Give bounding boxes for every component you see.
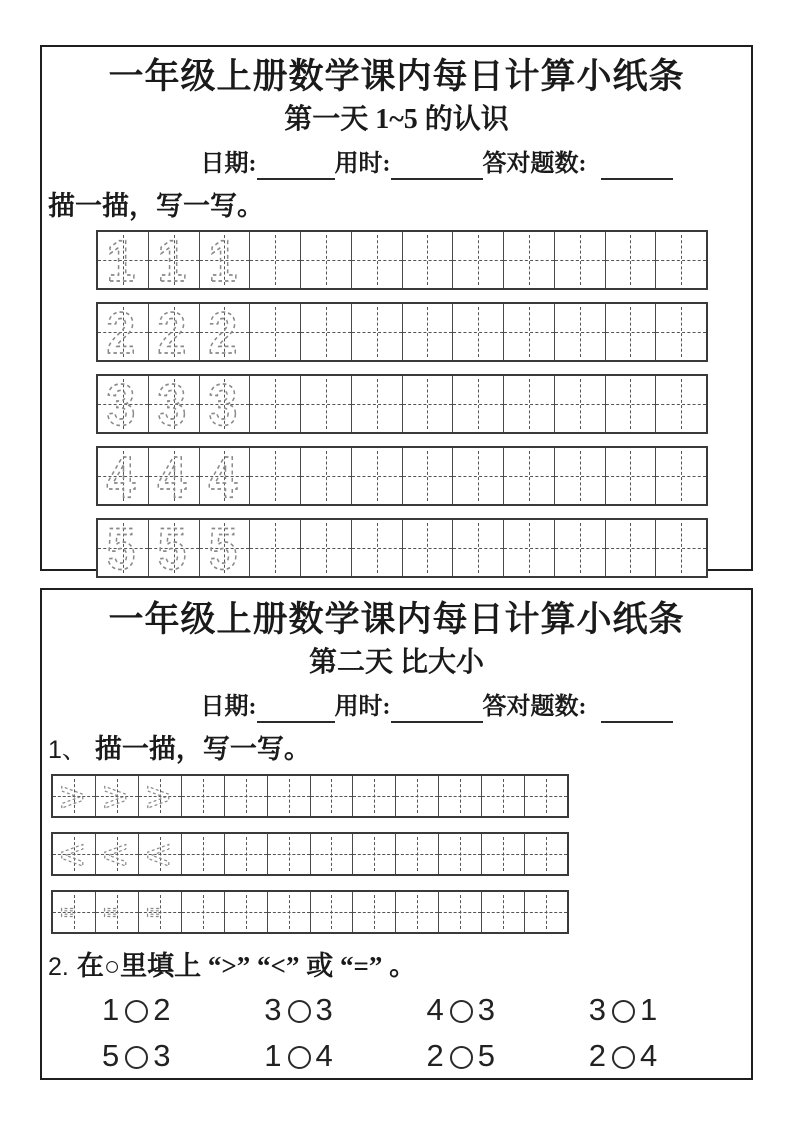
trace-cell-guide <box>199 232 250 288</box>
section-day2 <box>40 588 753 1080</box>
left-number: 1 <box>264 1038 283 1073</box>
trace-cell-empty <box>300 232 351 288</box>
trace-cell-empty <box>503 448 554 504</box>
compare-problem <box>102 992 264 1028</box>
trace-cell-empty <box>402 448 453 504</box>
trace-cell-empty <box>181 892 224 932</box>
trace-cell-empty <box>402 376 453 432</box>
svg-text:=: = <box>103 900 117 926</box>
dashed-trace-glyph <box>200 304 250 360</box>
trace-cell-guide <box>138 834 181 874</box>
trace-cell-guide <box>98 448 148 504</box>
trace-cell-guide <box>199 448 250 504</box>
question2-text: 在○里填上 “>” “<” 或 “=” 。 <box>76 951 417 981</box>
answer-circle-blank <box>450 1000 473 1023</box>
trace-cell-empty <box>655 376 706 432</box>
svg-text:1: 1 <box>106 232 136 288</box>
left-number: 3 <box>264 992 283 1027</box>
trace-cell-empty <box>351 232 402 288</box>
svg-text:2: 2 <box>106 304 136 360</box>
answer-circle-blank <box>288 1000 311 1023</box>
svg-text:5: 5 <box>207 520 237 576</box>
svg-text:1: 1 <box>207 232 237 288</box>
trace-cell-guide <box>98 520 148 576</box>
trace-cell-empty <box>249 376 300 432</box>
trace-cell-empty <box>300 304 351 360</box>
dashed-trace-glyph <box>200 448 250 504</box>
trace-cell-empty <box>352 834 395 874</box>
compare-problem <box>427 1038 589 1074</box>
date-label: 日期: <box>200 151 257 177</box>
svg-text:3: 3 <box>207 376 237 432</box>
trace-grid-greater-than <box>51 774 569 818</box>
trace-cell-empty <box>267 892 310 932</box>
dashed-trace-glyph <box>96 834 138 874</box>
trace-cell-empty <box>351 448 402 504</box>
trace-grids-day2 <box>42 774 751 934</box>
day2-subtitle: 第二天 比大小 <box>308 647 484 678</box>
trace-grid-number-1 <box>96 230 708 290</box>
trace-cell-empty <box>655 520 706 576</box>
dashed-trace-glyph <box>149 232 199 288</box>
trace-cell-empty <box>351 520 402 576</box>
question1-line <box>42 732 751 767</box>
trace-cell-empty <box>481 776 524 816</box>
trace-cell-empty <box>481 834 524 874</box>
score-label: 答对题数: <box>482 694 587 720</box>
trace-grid-less-than <box>51 832 569 876</box>
header-fields <box>42 691 751 723</box>
right-number: 4 <box>640 1038 659 1073</box>
svg-text:4: 4 <box>207 448 237 504</box>
trace-cell-empty <box>503 304 554 360</box>
trace-cell-guide <box>95 892 138 932</box>
day1-subtitle: 第一天 1~5 的认识 <box>284 104 509 135</box>
trace-cell-empty <box>655 304 706 360</box>
dashed-trace-glyph <box>139 776 181 816</box>
trace-cell-empty <box>655 448 706 504</box>
question1-text: 描一描，写一写。 <box>94 734 311 764</box>
trace-cell-empty <box>249 520 300 576</box>
trace-cell-empty <box>554 520 605 576</box>
trace-cell-empty <box>300 520 351 576</box>
dashed-trace-glyph <box>98 448 148 504</box>
trace-cell-empty <box>605 520 656 576</box>
question1-number: 1、 <box>48 736 87 764</box>
trace-cell-empty <box>249 304 300 360</box>
svg-text:>: > <box>102 776 128 816</box>
dashed-trace-glyph <box>96 776 138 816</box>
svg-text:<: < <box>145 834 171 874</box>
dashed-trace-glyph <box>139 834 181 874</box>
trace-grid-equals <box>51 890 569 934</box>
trace-cell-empty <box>452 520 503 576</box>
trace-cell-empty <box>438 776 481 816</box>
compare-problem <box>589 992 751 1028</box>
dashed-trace-glyph <box>98 304 148 360</box>
trace-cell-empty <box>249 448 300 504</box>
left-number: 2 <box>426 1038 445 1073</box>
answer-circle-blank <box>288 1046 311 1069</box>
right-number: 3 <box>315 992 334 1027</box>
trace-grid-number-2 <box>96 302 708 362</box>
trace-cell-empty <box>300 376 351 432</box>
question2-line <box>42 948 751 985</box>
compare-problems-row-2 <box>42 1035 751 1077</box>
trace-cell-guide <box>53 834 95 874</box>
svg-text:<: < <box>102 834 128 874</box>
trace-grid-number-5 <box>96 518 708 578</box>
answer-circle-blank <box>125 1000 148 1023</box>
trace-cell-guide <box>199 376 250 432</box>
dashed-trace-glyph <box>200 232 250 288</box>
trace-cell-guide <box>148 232 199 288</box>
trace-cell-empty <box>310 892 353 932</box>
dashed-trace-glyph <box>98 376 148 432</box>
dashed-trace-glyph <box>98 520 148 576</box>
trace-cell-guide <box>148 376 199 432</box>
trace-cell-empty <box>395 776 438 816</box>
dashed-trace-glyph <box>149 304 199 360</box>
section-day1 <box>40 45 753 576</box>
trace-cell-empty <box>554 304 605 360</box>
trace-grid-number-3 <box>96 374 708 434</box>
left-number: 2 <box>588 1038 607 1073</box>
date-blank <box>257 697 335 723</box>
trace-cell-empty <box>402 520 453 576</box>
dashed-trace-glyph <box>53 834 95 874</box>
svg-text:4: 4 <box>106 448 136 504</box>
trace-cell-empty <box>438 892 481 932</box>
trace-grid-number-4 <box>96 446 708 506</box>
trace-instruction: 描一描，写一写。 <box>48 191 264 221</box>
answer-circle-blank <box>125 1046 148 1069</box>
trace-cell-empty <box>452 376 503 432</box>
score-label: 答对题数: <box>482 151 587 177</box>
svg-text:3: 3 <box>157 376 187 432</box>
trace-cell-empty <box>267 776 310 816</box>
trace-cell-empty <box>351 376 402 432</box>
compare-problems-row-1 <box>42 989 751 1031</box>
dashed-trace-glyph <box>53 776 95 816</box>
trace-cell-empty <box>554 376 605 432</box>
trace-cell-guide <box>95 834 138 874</box>
trace-cell-empty <box>310 834 353 874</box>
trace-cell-guide <box>53 776 95 816</box>
time-label: 用时: <box>334 151 391 177</box>
answer-circle-blank <box>612 1046 635 1069</box>
compare-problem <box>264 1038 426 1074</box>
trace-cell-empty <box>503 232 554 288</box>
right-number: 3 <box>477 992 496 1027</box>
svg-text:5: 5 <box>157 520 187 576</box>
compare-problem <box>427 992 589 1028</box>
trace-cell-empty <box>351 304 402 360</box>
trace-cell-empty <box>524 892 567 932</box>
trace-grids-day1 <box>42 230 751 578</box>
trace-cell-empty <box>267 834 310 874</box>
svg-text:2: 2 <box>157 304 187 360</box>
svg-text:2: 2 <box>207 304 237 360</box>
svg-text:1: 1 <box>157 232 187 288</box>
svg-text:<: < <box>60 834 85 874</box>
time-label: 用时: <box>334 694 391 720</box>
trace-cell-empty <box>395 834 438 874</box>
left-number: 1 <box>102 992 121 1027</box>
dashed-trace-glyph <box>149 376 199 432</box>
right-number: 4 <box>315 1038 334 1073</box>
compare-problem <box>102 1038 264 1074</box>
right-number: 3 <box>153 1038 172 1073</box>
trace-cell-empty <box>452 232 503 288</box>
trace-cell-empty <box>181 834 224 874</box>
trace-cell-empty <box>181 776 224 816</box>
trace-cell-guide <box>95 776 138 816</box>
trace-cell-guide <box>199 520 250 576</box>
trace-cell-empty <box>655 232 706 288</box>
trace-cell-empty <box>224 834 267 874</box>
compare-problem <box>264 992 426 1028</box>
trace-cell-guide <box>98 304 148 360</box>
date-blank <box>257 154 335 180</box>
trace-cell-empty <box>452 304 503 360</box>
svg-text:4: 4 <box>157 448 187 504</box>
svg-text:=: = <box>146 900 160 926</box>
trace-cell-guide <box>138 892 181 932</box>
trace-cell-empty <box>352 776 395 816</box>
date-label: 日期: <box>200 694 257 720</box>
svg-text:=: = <box>60 900 74 926</box>
trace-cell-guide <box>98 376 148 432</box>
trace-cell-empty <box>605 232 656 288</box>
right-number: 1 <box>640 992 659 1027</box>
trace-cell-guide <box>148 520 199 576</box>
trace-cell-empty <box>402 232 453 288</box>
trace-cell-empty <box>300 448 351 504</box>
trace-cell-empty <box>452 448 503 504</box>
left-number: 4 <box>426 992 445 1027</box>
worksheet-title: 一年级上册数学课内每日计算小纸条 <box>108 600 685 639</box>
worksheet-title: 一年级上册数学课内每日计算小纸条 <box>108 57 685 96</box>
dashed-trace-glyph <box>98 232 148 288</box>
trace-cell-guide <box>138 776 181 816</box>
trace-cell-empty <box>481 892 524 932</box>
trace-cell-empty <box>554 448 605 504</box>
svg-text:3: 3 <box>106 376 136 432</box>
dashed-trace-glyph <box>200 520 250 576</box>
question2-number: 2. <box>48 953 69 981</box>
header-fields <box>42 148 751 180</box>
trace-cell-empty <box>524 776 567 816</box>
trace-cell-empty <box>605 304 656 360</box>
trace-cell-empty <box>402 304 453 360</box>
trace-cell-empty <box>310 776 353 816</box>
trace-cell-guide <box>148 448 199 504</box>
trace-cell-empty <box>438 834 481 874</box>
left-number: 5 <box>102 1038 121 1073</box>
trace-cell-guide <box>53 892 95 932</box>
trace-cell-empty <box>503 376 554 432</box>
dashed-trace-glyph <box>96 892 138 932</box>
trace-cell-empty <box>224 892 267 932</box>
dashed-trace-glyph <box>149 520 199 576</box>
trace-cell-empty <box>395 892 438 932</box>
score-blank <box>601 154 673 180</box>
answer-circle-blank <box>612 1000 635 1023</box>
trace-cell-empty <box>503 520 554 576</box>
trace-cell-empty <box>554 232 605 288</box>
compare-problem <box>589 1038 751 1074</box>
trace-cell-guide <box>98 232 148 288</box>
right-number: 5 <box>477 1038 496 1073</box>
trace-cell-guide <box>148 304 199 360</box>
trace-cell-empty <box>524 834 567 874</box>
svg-text:>: > <box>60 776 85 816</box>
trace-cell-empty <box>224 776 267 816</box>
dashed-trace-glyph <box>149 448 199 504</box>
dashed-trace-glyph <box>139 892 181 932</box>
trace-cell-guide <box>199 304 250 360</box>
trace-cell-empty <box>249 232 300 288</box>
left-number: 3 <box>588 992 607 1027</box>
time-blank <box>391 154 483 180</box>
svg-text:>: > <box>145 776 171 816</box>
trace-cell-empty <box>605 448 656 504</box>
right-number: 2 <box>153 992 172 1027</box>
trace-cell-empty <box>605 376 656 432</box>
dashed-trace-glyph <box>53 892 95 932</box>
svg-text:5: 5 <box>106 520 136 576</box>
dashed-trace-glyph <box>200 376 250 432</box>
time-blank <box>391 697 483 723</box>
trace-cell-empty <box>352 892 395 932</box>
score-blank <box>601 697 673 723</box>
answer-circle-blank <box>450 1046 473 1069</box>
